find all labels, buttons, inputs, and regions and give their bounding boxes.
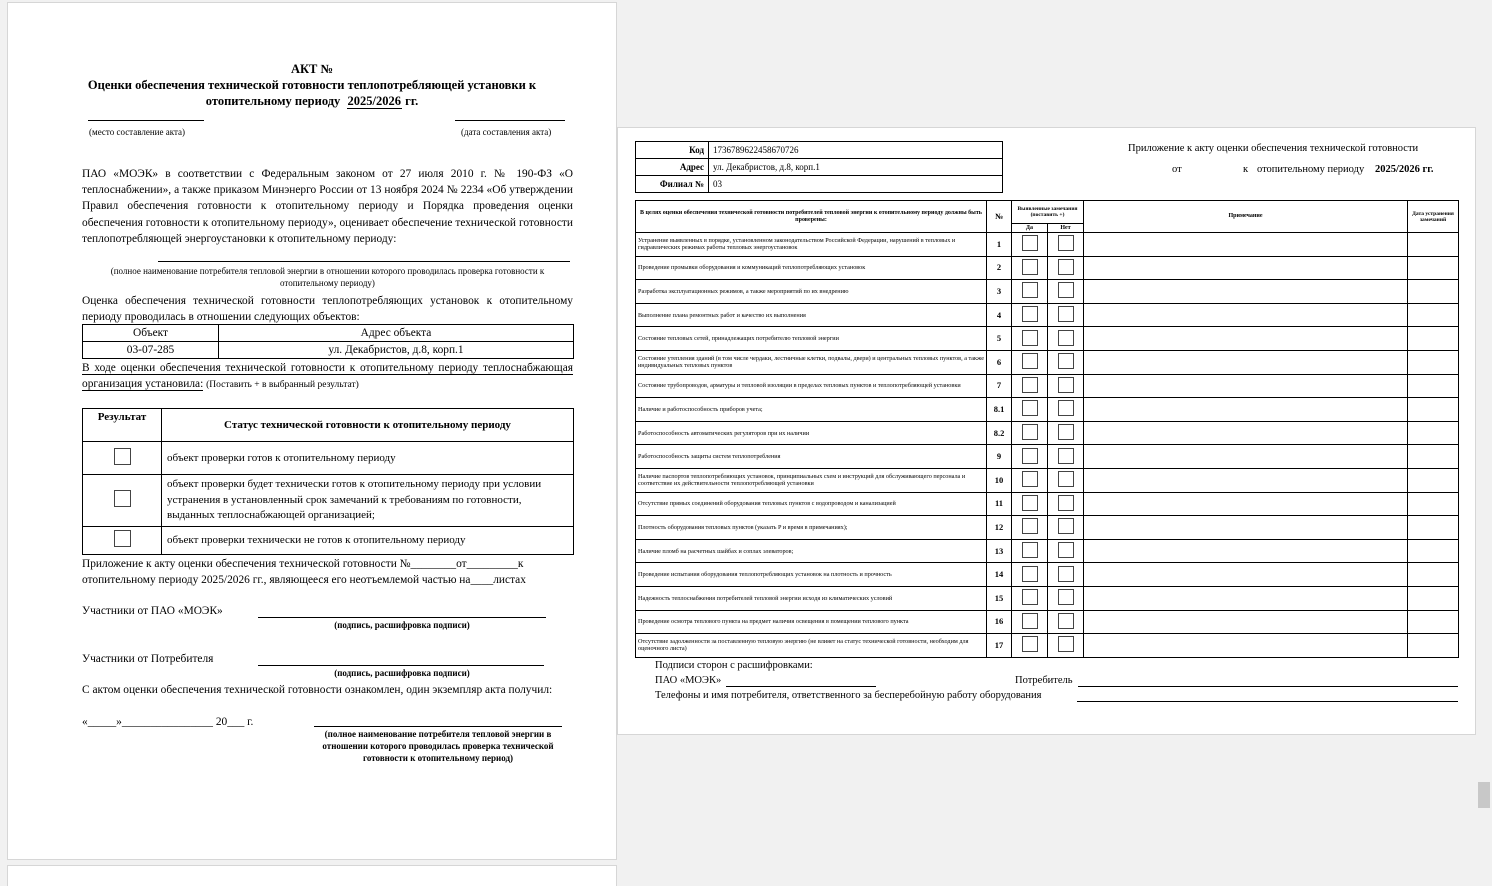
checklist-col-note: Примечание — [1084, 201, 1408, 233]
note-cell[interactable] — [1084, 350, 1408, 374]
fix-date-cell[interactable] — [1408, 539, 1459, 563]
check-item-num: 16 — [987, 610, 1012, 634]
info-label: Филиал № — [636, 176, 709, 193]
no-cell — [1048, 398, 1084, 422]
note-cell[interactable] — [1084, 516, 1408, 540]
check-item-text: Выполнение плана ремонтных работ и качество их выполнения — [636, 303, 987, 327]
period-prefix: отопительному периоду — [205, 94, 341, 108]
check-item-text: Состояние тепловых сетей, принадлежащих потребителю тепловой энергии — [636, 327, 987, 351]
remark-no-checkbox[interactable] — [1058, 471, 1074, 487]
appendix-to: к — [1243, 164, 1249, 175]
yes-cell — [1012, 303, 1048, 327]
check-item-text: Отсутствие задолженности за поставленную тепловую энергию (не влияет на статус технической готовности, необходим для оценочного листа) — [636, 634, 987, 658]
result-checkbox-conditional[interactable] — [114, 490, 131, 507]
check-item-num: 15 — [987, 586, 1012, 610]
checklist-col-yes: Да — [1012, 224, 1048, 233]
table-row — [636, 492, 1459, 516]
remark-no-checkbox[interactable] — [1058, 330, 1074, 346]
result-cell — [83, 526, 162, 554]
check-item-num: 14 — [987, 563, 1012, 587]
yes-cell — [1012, 350, 1048, 374]
remark-no-checkbox[interactable] — [1058, 589, 1074, 605]
place-line — [88, 120, 204, 121]
status-ready: объект проверки готов к отопительному периоду — [162, 442, 574, 475]
during-text: В ходе оценки обеспечения технической готовности к отопительному периоду теплоснабжающая организация установила: — [82, 362, 573, 391]
remark-no-checkbox[interactable] — [1058, 495, 1074, 511]
yes-cell — [1012, 398, 1048, 422]
remark-no-checkbox[interactable] — [1058, 518, 1074, 534]
participants-moek-label: Участники от ПАО «МОЭК» — [82, 605, 223, 617]
fix-date-cell[interactable] — [1408, 280, 1459, 304]
signatures-title: Подписи сторон с расшифровками: — [655, 660, 813, 671]
note-cell[interactable] — [1084, 421, 1408, 445]
moek-signature-caption: (подпись, расшифровка подписи) — [334, 620, 470, 630]
check-item-text: Проведение испытания оборудования теплопотребляющих установок на плотность и прочность — [636, 563, 987, 587]
info-value: 03 — [709, 176, 1003, 193]
no-cell — [1048, 539, 1084, 563]
phones-line — [1077, 701, 1458, 702]
no-cell — [1048, 445, 1084, 469]
appendix-year: 2025/2026 гг. — [1375, 164, 1434, 175]
consumer-signature-caption: (подпись, расшифровка подписи) — [334, 668, 470, 678]
no-cell — [1048, 516, 1084, 540]
note-cell[interactable] — [1084, 492, 1408, 516]
check-item-num: 8.2 — [987, 421, 1012, 445]
info-row — [636, 159, 1003, 176]
check-item-text: Проведение осмотра теплового пункта на предмет наличия освещения в помещении теплового пункта — [636, 610, 987, 634]
check-item-num: 13 — [987, 539, 1012, 563]
checklist-col-no: Нет — [1048, 224, 1084, 233]
note-cell[interactable] — [1084, 468, 1408, 492]
objects-col-object: Объект — [83, 325, 219, 342]
yes-cell — [1012, 563, 1048, 587]
result-table — [82, 408, 574, 555]
remark-yes-checkbox[interactable] — [1022, 353, 1038, 369]
yes-cell — [1012, 516, 1048, 540]
result-cell — [83, 442, 162, 475]
appendix-line-2: отопительному периоду 2025/2026 гг., являющееся его неотъемлемой частью на____листах — [82, 574, 526, 586]
checklist-col-check: В целях оценки обеспечения технической готовности потребителей тепловой энергии к отопительному периоду должны быть проверены: — [636, 201, 987, 233]
table-row — [636, 398, 1459, 422]
remark-yes-checkbox[interactable] — [1022, 330, 1038, 346]
table-row — [83, 442, 574, 475]
remark-yes-checkbox[interactable] — [1022, 306, 1038, 322]
remark-no-checkbox[interactable] — [1058, 566, 1074, 582]
object-code: 03-07-285 — [83, 342, 219, 359]
table-row — [636, 303, 1459, 327]
fix-date-cell[interactable] — [1408, 634, 1459, 658]
remark-yes-checkbox[interactable] — [1022, 235, 1038, 251]
yes-cell — [1012, 445, 1048, 469]
check-item-num: 4 — [987, 303, 1012, 327]
check-item-text: Надежность теплоснабжения потребителей тепловой энергии исходя из климатических условий — [636, 586, 987, 610]
table-row — [83, 526, 574, 554]
participants-consumer-label: Участники от Потребителя — [82, 653, 214, 665]
remark-no-checkbox[interactable] — [1058, 353, 1074, 369]
table-row — [636, 539, 1459, 563]
yes-cell — [1012, 233, 1048, 257]
note-cell[interactable] — [1084, 233, 1408, 257]
period-year: 2025/2026 — [347, 94, 402, 108]
objects-header-row — [83, 325, 574, 342]
checklist-table — [635, 200, 1459, 658]
note-cell[interactable] — [1084, 398, 1408, 422]
check-item-text: Проведение промывки оборудования и коммуникаций теплопотребляющих установок — [636, 256, 987, 280]
moek-signature-line — [258, 617, 546, 618]
yes-cell — [1012, 539, 1048, 563]
scrollbar-thumb[interactable] — [1478, 782, 1490, 808]
sign-consumer-label: Потребитель — [1015, 675, 1073, 686]
remark-yes-checkbox[interactable] — [1022, 424, 1038, 440]
sign-moek-line — [726, 686, 876, 687]
phones-label: Телефоны и имя потребителя, ответственного за бесперебойную работу оборудования — [655, 690, 1042, 701]
checklist-col-remarks: Выявленные замечания (поставить +) — [1012, 201, 1084, 224]
fix-date-cell[interactable] — [1408, 610, 1459, 634]
remark-yes-checkbox[interactable] — [1022, 636, 1038, 652]
remark-no-checkbox[interactable] — [1058, 306, 1074, 322]
no-cell — [1048, 374, 1084, 398]
check-item-text: Наличие и работоспособность приборов учета; — [636, 398, 987, 422]
act-subtitle: Оценки обеспечения технической готовности теплопотребляющей установки к — [87, 78, 537, 92]
yes-cell — [1012, 610, 1048, 634]
date-fill-line: «_____»________________ 20___ г. — [82, 716, 254, 728]
note-cell[interactable] — [1084, 634, 1408, 658]
period-suffix: гг. — [405, 94, 419, 108]
fix-date-cell[interactable] — [1408, 492, 1459, 516]
result-cell — [83, 475, 162, 527]
remark-no-checkbox[interactable] — [1058, 400, 1074, 416]
objects-table — [82, 324, 574, 359]
yes-cell — [1012, 327, 1048, 351]
checklist-col-date: Дата устранения замечаний — [1408, 201, 1459, 233]
fix-date-cell[interactable] — [1408, 586, 1459, 610]
no-cell — [1048, 350, 1084, 374]
fix-date-cell[interactable] — [1408, 374, 1459, 398]
note-cell[interactable] — [1084, 445, 1408, 469]
check-item-text: Разработка эксплуатационных режимов, а также мероприятий по их внедрению — [636, 280, 987, 304]
info-row — [636, 176, 1003, 193]
check-item-num: 11 — [987, 492, 1012, 516]
check-item-text: Плотность оборудования тепловых пунктов (указать P и время в примечаниях); — [636, 516, 987, 540]
no-cell — [1048, 468, 1084, 492]
yes-cell — [1012, 280, 1048, 304]
fix-date-cell[interactable] — [1408, 563, 1459, 587]
yes-cell — [1012, 421, 1048, 445]
fix-date-cell[interactable] — [1408, 256, 1459, 280]
table-row — [636, 634, 1459, 658]
vertical-scrollbar[interactable] — [1476, 0, 1492, 875]
remark-yes-checkbox[interactable] — [1022, 282, 1038, 298]
fix-date-cell[interactable] — [1408, 516, 1459, 540]
act-period-line — [8, 93, 616, 109]
no-cell — [1048, 233, 1084, 257]
remark-no-checkbox[interactable] — [1058, 377, 1074, 393]
note-cell[interactable] — [1084, 563, 1408, 587]
remark-no-checkbox[interactable] — [1058, 542, 1074, 558]
table-row — [636, 445, 1459, 469]
no-cell — [1048, 327, 1084, 351]
during-note: (Поставить + в выбранный результат) — [206, 380, 359, 391]
check-item-num: 7 — [987, 374, 1012, 398]
yes-cell — [1012, 256, 1048, 280]
remark-no-checkbox[interactable] — [1058, 613, 1074, 629]
remark-no-checkbox[interactable] — [1058, 259, 1074, 275]
info-label: Код — [636, 142, 709, 159]
consumer-signature-line — [258, 665, 544, 666]
note-cell[interactable] — [1084, 303, 1408, 327]
check-item-text: Отсутствие прямых соединений оборудования тепловых пунктов с водопроводом и канализацией — [636, 492, 987, 516]
status-header: Статус технической готовности к отопительному периоду — [162, 409, 574, 442]
date-line — [455, 120, 565, 121]
note-cell[interactable] — [1084, 539, 1408, 563]
table-row — [636, 350, 1459, 374]
note-cell[interactable] — [1084, 610, 1408, 634]
remark-yes-checkbox[interactable] — [1022, 589, 1038, 605]
remark-no-checkbox[interactable] — [1058, 282, 1074, 298]
intro-text: ПАО «МОЭК» в соответствии с Федеральным законом от 27 июля 2010 г. № 190-ФЗ «О теплоснабжении», а также приказом Минэнерго России от 13 ноября 2024 № 2234 «Об утверждении Правил обеспечения готовности к отопительному периоду и Порядка проведения оценки обеспечения готовности к отопительному периоду», оценивает обеспечение технической готовности теплопотребляющей энергоустановки к отопительному периоду: — [82, 168, 573, 245]
consumer-caption: (полное наименование потребителя тепловой энергии в отношении которого проводилась проверка готовности к отопительному периоду) — [110, 266, 545, 288]
check-item-num: 8.1 — [987, 398, 1012, 422]
check-item-num: 17 — [987, 634, 1012, 658]
result-header-row — [83, 409, 574, 442]
check-item-text: Работоспособность защиты систем теплопотребления — [636, 445, 987, 469]
check-item-num: 9 — [987, 445, 1012, 469]
date-caption: (дата составления акта) — [461, 127, 552, 137]
yes-cell — [1012, 374, 1048, 398]
info-row — [636, 142, 1003, 159]
appendix-page — [618, 128, 1475, 734]
appendix-title: Приложение к акту оценки обеспечения технической готовности — [1128, 143, 1419, 154]
appendix-line-1: Приложение к акту оценки обеспечения технической готовности №________от_________к — [82, 558, 524, 570]
checklist-header-row — [636, 201, 1459, 224]
check-item-text: Работоспособность автоматических регуляторов при их наличии — [636, 421, 987, 445]
note-cell[interactable] — [1084, 374, 1408, 398]
status-conditional: объект проверки будет технически готов к отопительному периоду при условии устранения в установленный срок замечаний к требованиям по готовности, выданных теплоснабжающей организацией; — [162, 475, 574, 527]
check-item-text: Наличие паспортов теплопотребляющих установок, принципиальных схем и инструкций для обслуживающего персонала и соответствие их действительности теплопотребляющей установки — [636, 468, 987, 492]
table-row — [636, 256, 1459, 280]
remark-yes-checkbox[interactable] — [1022, 542, 1038, 558]
sign-moek-label: ПАО «МОЭК» — [655, 675, 722, 686]
objects-col-address: Адрес объекта — [219, 325, 574, 342]
remark-yes-checkbox[interactable] — [1022, 448, 1038, 464]
table-row — [636, 610, 1459, 634]
bottom-consumer-caption: (полное наименование потребителя тепловой энергии в отношении которого проводилась проверка технической готовности к отопительному период) — [322, 729, 554, 763]
check-item-num: 2 — [987, 256, 1012, 280]
checklist-col-num: № — [987, 201, 1012, 233]
remark-yes-checkbox[interactable] — [1022, 613, 1038, 629]
table-row — [636, 233, 1459, 257]
note-cell[interactable] — [1084, 586, 1408, 610]
result-header: Результат — [83, 409, 162, 442]
no-cell — [1048, 280, 1084, 304]
check-item-num: 5 — [987, 327, 1012, 351]
fix-date-cell[interactable] — [1408, 233, 1459, 257]
remark-no-checkbox[interactable] — [1058, 636, 1074, 652]
info-value: 1736789622458670726 — [709, 142, 1003, 159]
fix-date-cell[interactable] — [1408, 398, 1459, 422]
remark-no-checkbox[interactable] — [1058, 448, 1074, 464]
document-page-2-top — [8, 866, 616, 886]
table-row — [636, 563, 1459, 587]
table-row — [83, 475, 574, 527]
no-cell — [1048, 256, 1084, 280]
check-item-num: 12 — [987, 516, 1012, 540]
remark-yes-checkbox[interactable] — [1022, 518, 1038, 534]
no-cell — [1048, 421, 1084, 445]
note-cell[interactable] — [1084, 327, 1408, 351]
no-cell — [1048, 634, 1084, 658]
result-checkbox-not-ready[interactable] — [114, 530, 131, 547]
appendix-from: от — [1172, 164, 1182, 175]
yes-cell — [1012, 468, 1048, 492]
check-item-text: Состояние трубопроводов, арматуры и тепловой изоляции в пределах тепловых пунктов и теплопотребляющей установки — [636, 374, 987, 398]
note-cell[interactable] — [1084, 256, 1408, 280]
info-label: Адрес — [636, 159, 709, 176]
remark-no-checkbox[interactable] — [1058, 424, 1074, 440]
assessment-text: Оценка обеспечения технической готовности теплопотребляющих установок к отопительному периоду проводилась в отношении следующих объектов: — [82, 295, 573, 324]
table-row — [636, 327, 1459, 351]
object-address: ул. Декабристов, д.8, корп.1 — [219, 342, 574, 359]
note-cell[interactable] — [1084, 280, 1408, 304]
check-item-num: 1 — [987, 233, 1012, 257]
check-item-num: 6 — [987, 350, 1012, 374]
consumer-line — [158, 261, 570, 262]
table-row — [636, 421, 1459, 445]
remark-yes-checkbox[interactable] — [1022, 495, 1038, 511]
check-item-num: 10 — [987, 468, 1012, 492]
result-checkbox-ready[interactable] — [114, 448, 131, 465]
fix-date-cell[interactable] — [1408, 421, 1459, 445]
no-cell — [1048, 610, 1084, 634]
remark-yes-checkbox[interactable] — [1022, 259, 1038, 275]
check-item-text: Наличие пломб на расчетных шайбах и соплах элеваторов; — [636, 539, 987, 563]
table-row — [636, 468, 1459, 492]
remark-yes-checkbox[interactable] — [1022, 471, 1038, 487]
check-item-text: Состояние утепления зданий (в том числе чердаки, лестничные клетки, подвалы, двери) и центральных тепловых пунктов, а также индивидуальных тепловых пунктов — [636, 350, 987, 374]
table-row — [636, 586, 1459, 610]
appendix-info-table — [635, 141, 1003, 193]
table-row — [636, 280, 1459, 304]
status-not-ready: объект проверки технически не готов к отопительному периоду — [162, 526, 574, 554]
remark-no-checkbox[interactable] — [1058, 235, 1074, 251]
remark-yes-checkbox[interactable] — [1022, 566, 1038, 582]
no-cell — [1048, 492, 1084, 516]
yes-cell — [1012, 586, 1048, 610]
info-value: ул. Декабристов, д.8, корп.1 — [709, 159, 1003, 176]
no-cell — [1048, 586, 1084, 610]
yes-cell — [1012, 634, 1048, 658]
act-title: АКТ № — [290, 62, 334, 76]
during-text-block — [82, 360, 573, 393]
document-page-1 — [8, 3, 616, 859]
check-item-num: 3 — [987, 280, 1012, 304]
yes-cell — [1012, 492, 1048, 516]
remark-yes-checkbox[interactable] — [1022, 377, 1038, 393]
bottom-consumer-line — [314, 726, 562, 727]
fix-date-cell[interactable] — [1408, 445, 1459, 469]
table-row — [83, 342, 574, 359]
appendix-period: отопительному периоду — [1257, 164, 1365, 175]
fix-date-cell[interactable] — [1408, 303, 1459, 327]
no-cell — [1048, 303, 1084, 327]
place-caption: (место составление акта) — [89, 127, 185, 137]
check-item-text: Устранение выявленных в порядке, установленном законодательством Российской Федерации, нарушений в тепловых и гидравлических режимах работы тепловых энергоустановок — [636, 233, 987, 257]
fix-date-cell[interactable] — [1408, 327, 1459, 351]
table-row — [636, 374, 1459, 398]
sign-consumer-line — [1078, 686, 1458, 687]
table-row — [636, 516, 1459, 540]
acquainted-text: С актом оценки обеспечения технической готовности ознакомлен, один экземпляр акта получил: — [82, 684, 553, 696]
remark-yes-checkbox[interactable] — [1022, 400, 1038, 416]
fix-date-cell[interactable] — [1408, 468, 1459, 492]
no-cell — [1048, 563, 1084, 587]
fix-date-cell[interactable] — [1408, 350, 1459, 374]
